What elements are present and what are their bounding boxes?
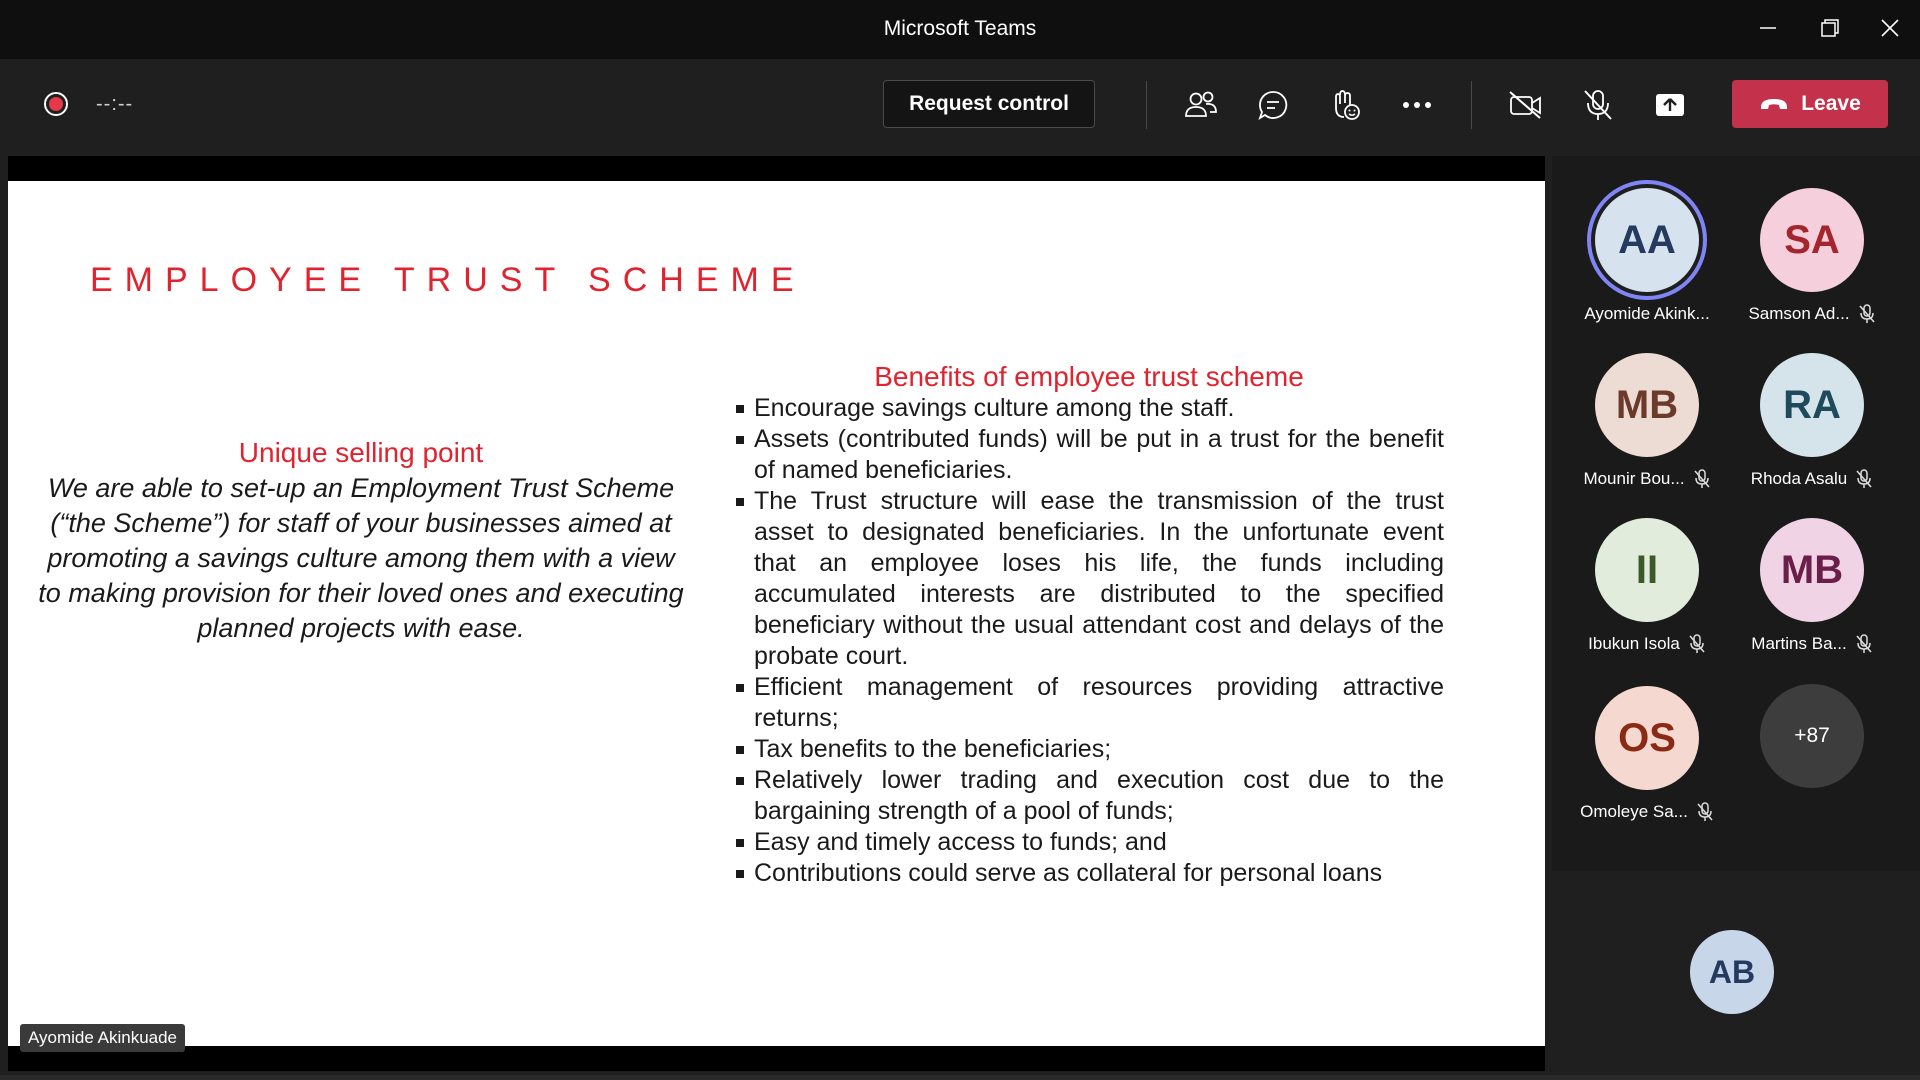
unique-selling-point [36,437,686,646]
participants-button[interactable] [1181,85,1221,125]
more-actions-button[interactable] [1397,85,1437,125]
benefit-item: The Trust structure will ease the transmission of the trust asset to designated beneficiaries. In the unfortunate event that an employee loses his life, the funds including accumulated interests are distributed to the specified beneficiary without the usual attendant cost and delays of the probate court. [734,486,1444,672]
participants-gallery [1552,156,1920,871]
usp-body: We are able to set-up an Employment Trust Scheme (“the Scheme”) for staff of your businesses aimed at promoting a savings culture among them with a view to making provision for their loved ones and executing planned projects with ease. [38,473,684,643]
window-title: Microsoft Teams [883,17,1037,40]
toolbar-divider [1146,81,1147,129]
restore-button[interactable] [1810,10,1850,46]
self-avatar[interactable]: AB [1690,930,1774,1014]
participant-name: Rhoda Asalu [1750,469,1848,488]
minimize-icon [1759,19,1777,37]
benefit-item: Assets (contributed funds) will be put in a trust for the benefit of named beneficiaries. [734,424,1444,486]
benefits-list [734,393,1444,889]
leave-label: Leave [1801,92,1861,115]
toolbar-divider [1471,81,1472,129]
more-participants-tile[interactable] [1727,676,1897,836]
benefits-section [734,361,1444,889]
people-icon [1184,90,1218,120]
mic-off-icon [1688,634,1706,654]
participant-name-row [1562,304,1732,324]
restore-icon [1820,18,1840,38]
participant-name-row [1562,802,1732,822]
participant-name: Samson Ad... [1748,304,1850,323]
mic-off-icon [1693,469,1711,489]
slide-title: EMPLOYEE TRUST SCHEME [90,261,806,299]
presenter-name-tag: Ayomide Akinkuade [20,1024,185,1052]
participant-name-row [1727,469,1897,489]
benefit-item: Easy and timely access to funds; and [734,827,1444,858]
participant-name-row [1727,634,1897,654]
benefit-item: Contributions could serve as collateral for personal loans [734,858,1444,889]
usp-heading: Unique selling point [238,437,484,468]
participant-name: Ibukun Isola [1588,634,1680,653]
avatar: SA [1760,188,1864,292]
benefit-item: Efficient management of resources providing attractive returns; [734,672,1444,734]
share-button[interactable] [1650,85,1690,125]
request-control-button[interactable]: Request control [883,80,1095,128]
participant-tile[interactable] [1727,508,1897,668]
avatar: RA [1760,353,1864,457]
avatar: AA [1595,188,1699,292]
participant-name-row [1727,304,1897,324]
mic-off-icon [1855,469,1873,489]
close-icon [1880,18,1900,38]
hang-up-icon [1759,97,1789,111]
participant-name-row [1562,634,1732,654]
participant-name: Ayomide Akink... [1584,304,1710,323]
recording-icon [44,92,68,116]
meeting-timer: --:-- [96,93,134,115]
avatar: MB [1760,518,1864,622]
shared-screen [8,156,1545,1071]
title-bar [0,0,1920,59]
participant-tile[interactable] [1562,508,1732,668]
mic-toggle-button[interactable] [1578,85,1618,125]
leave-button[interactable] [1732,80,1888,128]
presentation-slide [8,181,1545,1046]
participant-tile[interactable] [1562,676,1732,836]
more-icon [1402,101,1432,109]
participant-tile[interactable] [1562,178,1732,338]
avatar: II [1595,518,1699,622]
participant-name: Martins Ba... [1751,634,1847,653]
benefit-item: Encourage savings culture among the staff. [734,393,1444,424]
camera-off-icon [1508,90,1544,120]
mic-off-icon [1855,634,1873,654]
participant-tile[interactable] [1727,178,1897,338]
more-participants-count: +87 [1760,684,1864,788]
camera-toggle-button[interactable] [1506,85,1546,125]
mic-off-icon [1858,304,1876,324]
close-button[interactable] [1870,10,1910,46]
avatar: OS [1595,686,1699,790]
minimize-button[interactable] [1748,10,1788,46]
bottom-strip [0,1075,1920,1080]
participant-name-row [1562,469,1732,489]
participant-tile[interactable] [1727,343,1897,503]
chat-button[interactable] [1253,85,1293,125]
participant-name: Omoleye Sa... [1580,802,1688,821]
mic-off-icon [1582,88,1614,122]
reactions-button[interactable] [1325,85,1365,125]
benefit-item: Tax benefits to the beneficiaries; [734,734,1444,765]
avatar: MB [1595,353,1699,457]
share-screen-icon [1654,91,1686,119]
raise-hand-icon [1328,88,1362,122]
participant-name: Mounir Bou... [1583,469,1685,488]
participant-tile[interactable] [1562,343,1732,503]
benefit-item: Relatively lower trading and execution cost due to the bargaining strength of a pool of funds; [734,765,1444,827]
chat-icon [1257,89,1289,121]
mic-off-icon [1696,802,1714,822]
meeting-toolbar [0,59,1920,149]
benefits-heading: Benefits of employee trust scheme [874,361,1304,392]
